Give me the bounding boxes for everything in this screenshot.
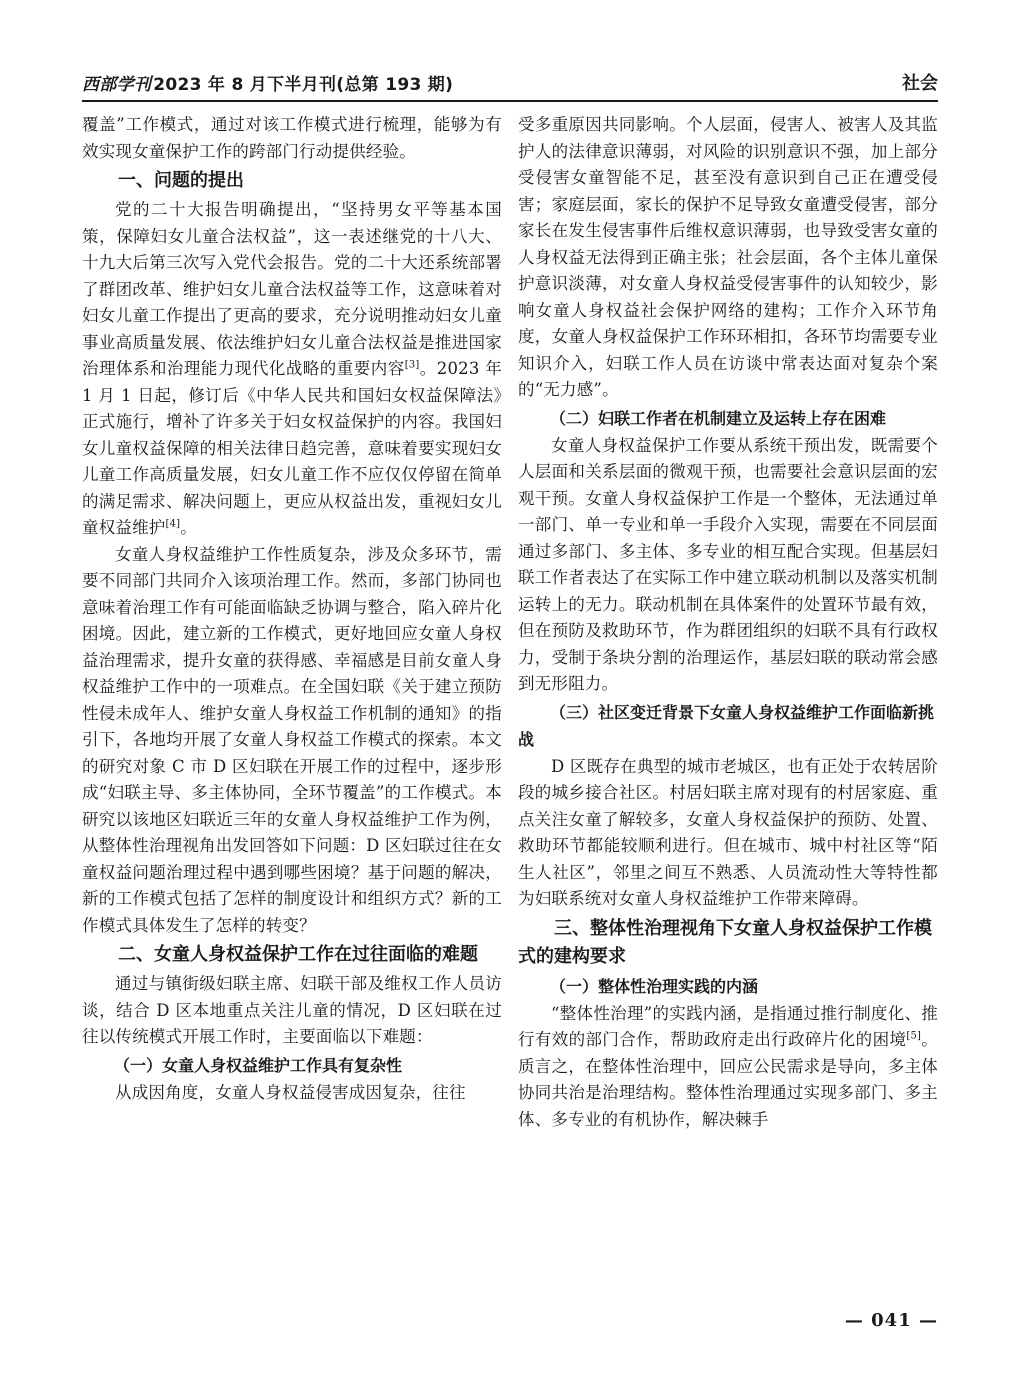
paragraph-text: “整体性治理”的实践内涵，是指通过推行制度化、推行有效的部门合作，帮助政府走出行政碎片化的困境: [518, 1003, 938, 1049]
subsection-heading: （一）女童人身权益维护工作具有复杂性: [114, 1055, 403, 1075]
running-header: [82, 62, 938, 102]
paragraph-text: 女童人身权益保护工作要从系统干预出发，既需要个人层面和关系层面的微观干预，也需要社会意识层面的宏观干预。女童人身权益保护工作是一个整体，无法通过单一部门、单一专业和单一手段介入实现，需要在不同层面通过多部门、多主体、多专业的相互配合实现。但基层妇联工作者表达了在实际工作中建立联动机制以及落实机制运转上的无力。联动机制在具体案件的处置环节最有效，但在预防及救助环节，作为群团组织的妇联不具有行政权力，受制于条块分割的治理运作，基层妇联的联动常会感到无形阻力。: [518, 435, 938, 693]
paragraph: [82, 971, 502, 1051]
paragraph-text: 女童人身权益维护工作性质复杂，涉及众多环节，需要不同部门共同介入该项治理工作。然而，多部门协同也意味着治理工作有可能面临缺乏协调与整合，陷入碎片化困境。因此，建立新的工作模式，更好地回应女童人身权益治理需求，提升女童的获得感、幸福感是目前女童人身权益维护工作中的一项难点。在全国妇联《关于建立预防性侵未成年人、维护女童人身权益工作机制的通知》的指引下，各地均开展了女童人身权益工作模式的探索。本文的研究对象 C 市 D 区妇联在开展工作的过程中，逐步形成“妇联主导、多主体协同，全环节覆盖”的工作模式。本研究以该地区妇联近三年的女童人身权益维护工作为例，从整体性治理视角出发回答如下问题：D 区妇联过往在女童权益问题治理过程中遇到哪些困境？基于问题的解决，新的工作模式包括了怎样的制度设计和组织方式？新的工作模式具体发生了怎样的转变？: [82, 544, 502, 935]
citation-ref: [5]: [906, 1030, 922, 1042]
paragraph: [518, 1001, 938, 1134]
paragraph-text: 。2023 年 1 月 1 日起，修订后《中华人民共和国妇女权益保障法》正式施行，增补了许多关于妇女权益保护的内容。我国妇女儿童权益保障的相关法律日趋完善，意味着要实现妇女儿童工作高质量发展，妇女儿童工作不应仅仅停留在简单的满足需求、解决问题上，更应从权益出发，重视妇女儿童权益维护: [82, 359, 502, 537]
subsection-heading: （一）整体性治理实践的内涵: [550, 976, 759, 996]
paragraph-text: 受多重原因共同影响。个人层面，侵害人、被害人及其监护人的法律意识薄弱，对风险的识别意识不强，加上部分受侵害女童智能不足，甚至没有意识到自己正在遭受侵害；家庭层面，家长的保护不足导致女童遭受侵害，部分家长在发生侵害事件后维权意识薄弱，也导致受害女童的人身权益无法得到正确主张；社会层面，各个主体儿童保护意识淡薄，对女童人身权益受侵害事件的认知较少，影响女童人身权益社会保护网络的建构；工作介入环节角度，女童人身权益保护工作环环相扣，各环节均需要专业知识介入，妇联工作人员在访谈中常表达面对复杂个案的“无力感”。: [518, 115, 938, 399]
paragraph: [82, 1080, 502, 1107]
paragraph-text: 从成因角度，女童人身权益侵害成因复杂，往往: [115, 1082, 466, 1102]
journal-name: 西部学刊: [82, 75, 152, 95]
paragraph: [82, 197, 502, 542]
section-label: 社会: [902, 73, 938, 94]
subsection-heading: （三）社区变迁背景下女童人身权益维护工作面临新挑战: [518, 702, 935, 749]
paragraph: [518, 433, 938, 698]
paragraph: [518, 112, 938, 404]
paragraph-text: 覆盖”工作模式，通过对该工作模式进行梳理，能够为有效实现女童保护工作的跨部门行动提供经验。: [82, 115, 502, 161]
paragraph: [518, 754, 938, 913]
paragraph-text: 通过与镇街级妇联主席、妇联干部及维权工作人员访谈，结合 D 区本地重点关注儿童的情况，D 区妇联在过往以传统模式开展工作时，主要面临以下难题：: [82, 974, 502, 1046]
paragraph: [82, 542, 502, 940]
header-journal-issue: [82, 70, 453, 95]
left-column: [82, 112, 502, 1106]
subsection-heading: （二）妇联工作者在机制建立及运转上存在困难: [550, 408, 887, 428]
paragraph-text: D 区既存在典型的城市老城区，也有正处于农转居阶段的城乡接合社区。村居妇联主席对现有的村居家庭、重点关注女童了解较多，女童人身权益保护的预防、处置、救助环节都能较顺利进行。但在城市、城中村社区等“陌生人社区”，邻里之间互不熟悉、人员流动性大等特性都为妇联系统对女童人身权益维护工作带来障碍。: [518, 756, 938, 908]
paragraph-text: 。: [180, 518, 197, 537]
citation-ref: [3]: [404, 359, 420, 371]
paragraph-text: 党的二十大报告明确提出，“坚持男女平等基本国策，保障妇女儿童合法权益”，这一表述继党的十八大、十九大后第三次写入党代会报告。党的二十大还系统部署了群团改革、维护妇女儿童合法权益等工作，这意味着对妇女儿童工作提出了更高的要求，充分说明推动妇女儿童事业高质量发展、依法维护妇女儿童合法权益是推进国家治理体系和治理能力现代化战略的重要内容: [82, 200, 502, 378]
right-column: [518, 112, 938, 1133]
section-heading: 一、问题的提出: [118, 170, 244, 191]
section-heading: 二、女童人身权益保护工作在过往面临的难题: [118, 944, 478, 965]
paragraph-text: 。质言之，在整体性治理中，回应公民需求是导向，多主体协同共治是治理结构。整体性治理通过实现多部门、多主体、多专业的有机协作，解决棘手: [518, 1030, 938, 1129]
page-number: — 041 —: [844, 1310, 938, 1331]
citation-ref: [4]: [165, 518, 181, 530]
issue-info: 2023 年 8 月下半月刊(总第 193 期): [153, 75, 454, 95]
section-heading: 三、整体性治理视角下女童人身权益保护工作模式的建构要求: [518, 917, 932, 967]
paragraph: [82, 112, 502, 165]
